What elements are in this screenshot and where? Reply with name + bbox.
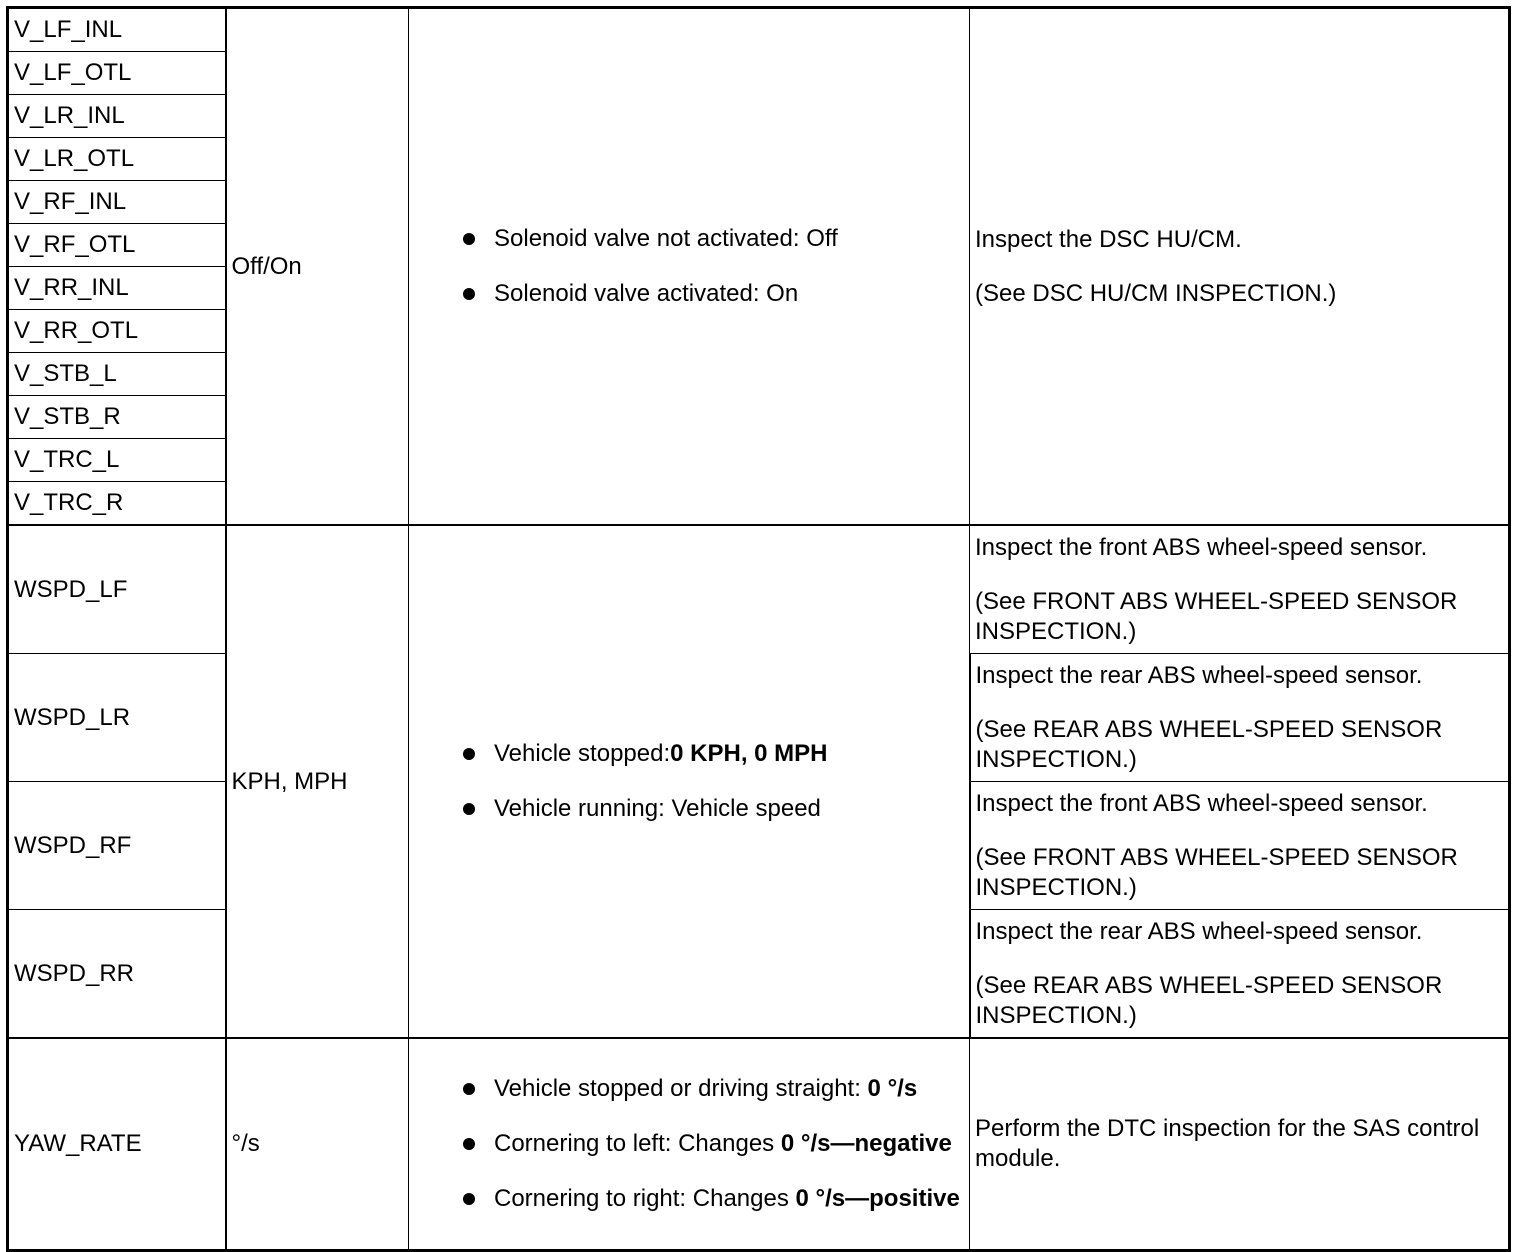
reference-link[interactable]: (See REAR ABS WHEEL-SPEED SENSOR INSPECTION.) bbox=[975, 715, 1443, 773]
pid-cell: V_LF_OTL bbox=[8, 52, 226, 95]
pid-cell: WSPD_LF bbox=[8, 525, 226, 654]
action-text: Inspect the rear ABS wheel-speed sensor. bbox=[975, 661, 1423, 689]
pid-cell: V_STB_R bbox=[8, 396, 226, 439]
action-text: Inspect the DSC HU/CM. bbox=[975, 225, 1242, 253]
pid-cell: WSPD_RR bbox=[8, 910, 226, 1039]
list-item: Vehicle running: Vehicle speed bbox=[458, 794, 969, 824]
list-item: Cornering to right: Changes 0 °/s—positive bbox=[458, 1184, 969, 1214]
list-item: Cornering to left: Changes 0 °/s—negative bbox=[458, 1129, 969, 1159]
action-cell bbox=[970, 1038, 1510, 1251]
pid-cell: V_LF_INL bbox=[8, 8, 226, 52]
unit-cell: Off/On bbox=[226, 8, 409, 526]
condition-list bbox=[414, 1074, 969, 1214]
condition-list bbox=[414, 739, 969, 824]
action-text: Inspect the rear ABS wheel-speed sensor. bbox=[975, 917, 1423, 945]
reference-link[interactable]: (See FRONT ABS WHEEL-SPEED SENSOR INSPECTION.) bbox=[975, 843, 1458, 901]
action-cell bbox=[970, 8, 1510, 526]
list-item: Solenoid valve activated: On bbox=[458, 279, 969, 309]
table-row bbox=[8, 8, 1510, 52]
pid-cell: YAW_RATE bbox=[8, 1038, 226, 1251]
pid-cell: V_TRC_R bbox=[8, 482, 226, 526]
condition-cell bbox=[409, 8, 970, 526]
action-text: Perform the DTC inspection for the SAS control module. bbox=[975, 1115, 1480, 1172]
pid-cell: V_RF_OTL bbox=[8, 224, 226, 267]
pid-cell: WSPD_RF bbox=[8, 782, 226, 910]
pid-cell: WSPD_LR bbox=[8, 654, 226, 782]
pid-cell: V_RR_INL bbox=[8, 267, 226, 310]
action-text: Inspect the front ABS wheel-speed sensor. bbox=[975, 533, 1428, 561]
action-cell bbox=[970, 910, 1510, 1039]
table-row bbox=[8, 1038, 1510, 1251]
action-cell bbox=[970, 654, 1510, 782]
action-cell bbox=[970, 525, 1510, 654]
pid-cell: V_RF_INL bbox=[8, 181, 226, 224]
reference-link[interactable]: (See REAR ABS WHEEL-SPEED SENSOR INSPECTION.) bbox=[975, 971, 1443, 1029]
unit-cell: °/s bbox=[226, 1038, 409, 1251]
pid-cell: V_RR_OTL bbox=[8, 310, 226, 353]
condition-list bbox=[414, 224, 969, 309]
pid-cell: V_LR_INL bbox=[8, 95, 226, 138]
action-cell bbox=[970, 782, 1510, 910]
reference-link[interactable]: (See FRONT ABS WHEEL-SPEED SENSOR INSPECTION.) bbox=[975, 587, 1458, 645]
table-row bbox=[8, 525, 1510, 654]
pid-cell: V_TRC_L bbox=[8, 439, 226, 482]
condition-cell bbox=[409, 1038, 970, 1251]
pid-cell: V_STB_L bbox=[8, 353, 226, 396]
reference-link[interactable]: (See DSC HU/CM INSPECTION.) bbox=[975, 279, 1337, 307]
unit-cell: KPH, MPH bbox=[226, 525, 409, 1038]
action-text: Inspect the front ABS wheel-speed sensor. bbox=[975, 789, 1428, 817]
condition-cell bbox=[409, 525, 970, 1038]
list-item: Solenoid valve not activated: Off bbox=[458, 224, 969, 254]
list-item: Vehicle stopped or driving straight: 0 °/s bbox=[458, 1074, 969, 1104]
pid-cell: V_LR_OTL bbox=[8, 138, 226, 181]
pid-inspection-table bbox=[6, 6, 1511, 1252]
list-item: Vehicle stopped:0 KPH, 0 MPH bbox=[458, 739, 969, 769]
